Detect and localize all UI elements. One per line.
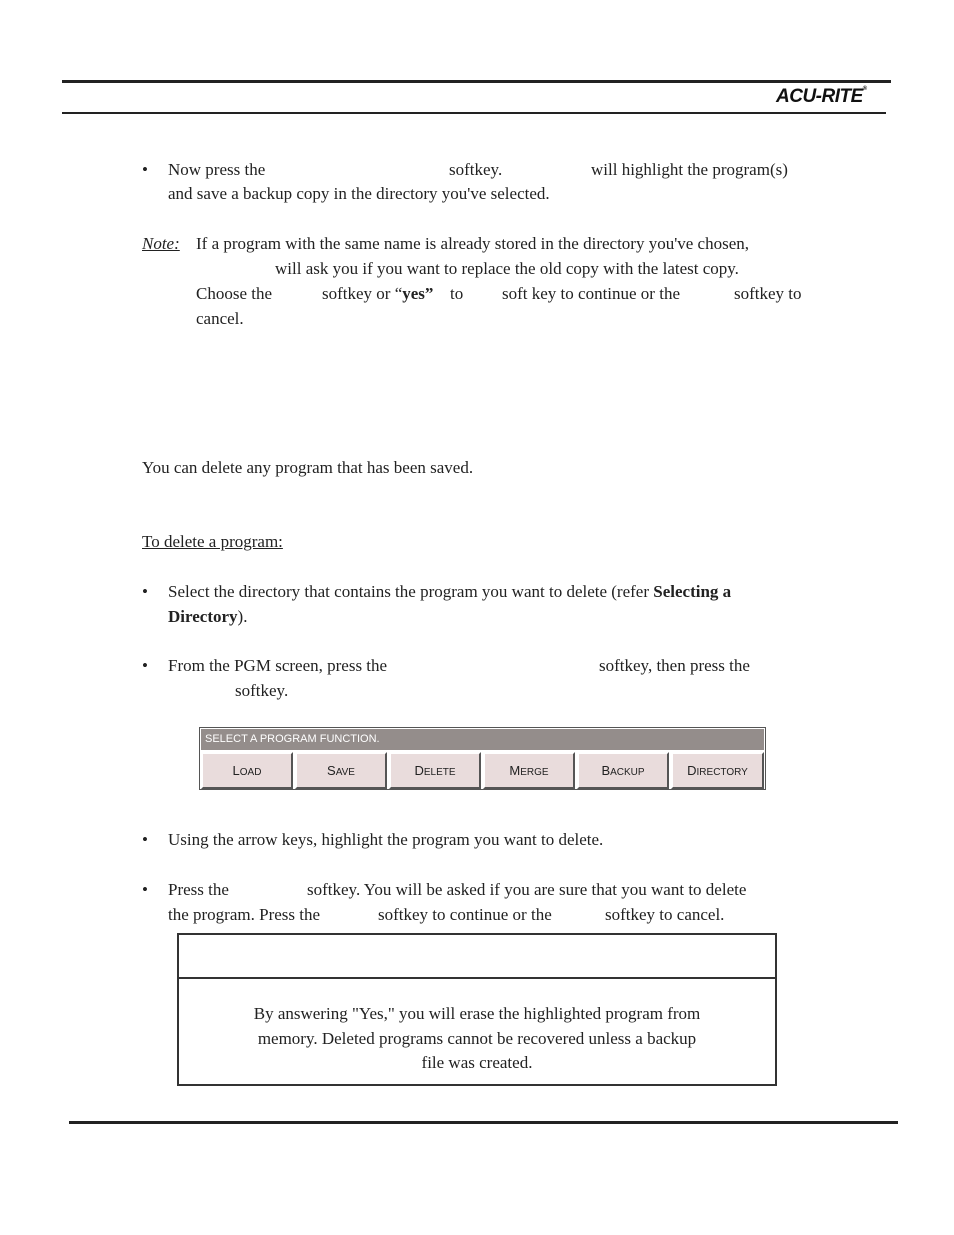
- delete-confirmation-dialog: [177, 933, 777, 1086]
- bullet-marker: •: [142, 880, 148, 899]
- merge-softkey[interactable]: MERGE: [483, 752, 575, 789]
- header-bottom-rule: [62, 112, 886, 114]
- footer-rule: [69, 1121, 898, 1124]
- text-line: softkey, then press the: [599, 656, 750, 675]
- softkey-bar-title: SELECT A PROGRAM FUNCTION.: [201, 729, 764, 750]
- backup-softkey[interactable]: BACKUP: [577, 752, 669, 789]
- load-softkey[interactable]: LOAD: [201, 752, 293, 789]
- text-line: Press the: [168, 880, 229, 899]
- text-line: the program. Press the: [168, 905, 321, 924]
- text-line: will highlight the program(s): [591, 160, 788, 179]
- note-text: If a program with the same name is already stored in the directory you've chosen,: [196, 234, 750, 253]
- note-text: will ask you if you want to replace the old copy with the latest copy.: [275, 259, 739, 278]
- bullet-marker: •: [142, 656, 148, 675]
- note-label: Note:: [142, 234, 180, 253]
- text-line: Using the arrow keys, highlight the program you want to delete.: [168, 830, 604, 849]
- intro-text: You can delete any program that has been saved.: [142, 458, 474, 477]
- dialog-message: [179, 979, 775, 1076]
- note-text: soft key to continue or the: [502, 284, 680, 303]
- text-line: softkey.: [449, 160, 503, 179]
- dialog-title-bar: [179, 935, 775, 979]
- procedure-heading: To delete a program:: [142, 532, 283, 551]
- note-text: cancel.: [196, 309, 244, 328]
- text-line: and save a backup copy in the directory you've selected.: [168, 184, 550, 203]
- text-line: softkey to continue or the: [378, 905, 552, 924]
- text-line: softkey to cancel.: [605, 905, 725, 924]
- text-line: softkey.: [235, 681, 289, 700]
- bullet-marker: •: [142, 582, 148, 601]
- text-line: Directory).: [168, 607, 248, 626]
- delete-softkey[interactable]: DELETE: [389, 752, 481, 789]
- bullet-marker: •: [142, 160, 148, 179]
- dialog-message-line: memory. Deleted programs cannot be recovered unless a backup: [257, 1028, 697, 1048]
- text-line: From the PGM screen, press the: [168, 656, 388, 675]
- save-softkey[interactable]: SAVE: [295, 752, 387, 789]
- directory-softkey[interactable]: DIRECTORY: [671, 752, 764, 789]
- text-line: softkey. You will be asked if you are sure that you want to delete: [307, 880, 747, 899]
- dialog-message-line: file was created.: [421, 1053, 533, 1072]
- softkey-bar: [199, 727, 766, 790]
- note-text: Choose the: [196, 284, 273, 303]
- note-text: to: [450, 284, 464, 303]
- dialog-message-line: By answering "Yes," you will erase the highlighted program from: [253, 1004, 701, 1023]
- bullet-marker: •: [142, 830, 148, 849]
- header-top-rule: [62, 80, 891, 83]
- note-text: softkey or “yes”: [322, 284, 434, 303]
- text-line: Select the directory that contains the program you want to delete (refer Selecting a: [168, 582, 732, 601]
- note-text: softkey to: [734, 284, 802, 303]
- text-line: Now press the: [168, 160, 266, 179]
- acu-rite-logo: ACU-RITE®: [776, 86, 867, 107]
